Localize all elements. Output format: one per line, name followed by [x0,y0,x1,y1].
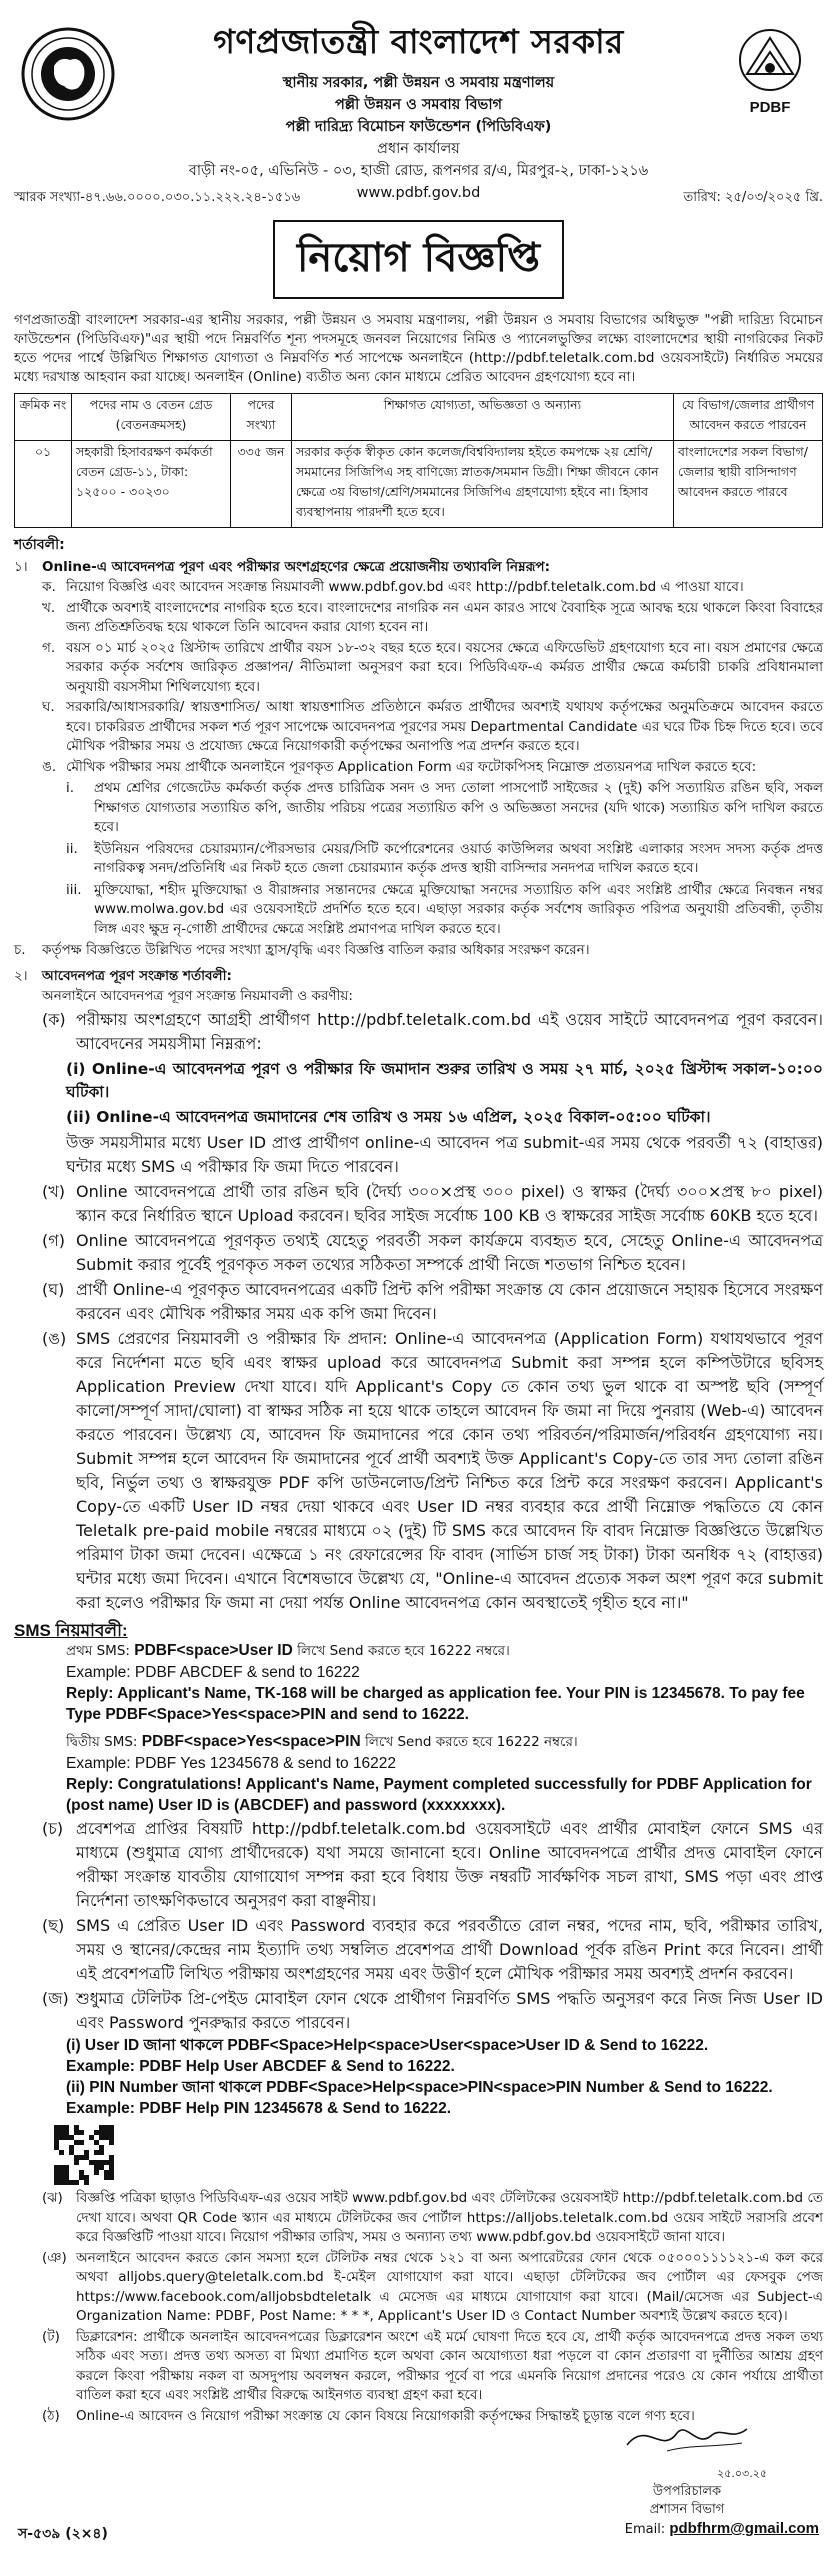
table-header: পদের সংখ্যা [231,394,292,441]
pdbf-logo-icon [725,24,815,120]
intro-paragraph: গণপ্রজাতন্ত্রী বাংলাদেশ সরকার-এর স্থানীয় সরকার, পল্লী উন্নয়ন ও সমবায় মন্ত্রণালয়, পল্লী উন্নয়ন ও সমবায় বিভাগের অধিভুক্ত "পল্লী দারিদ্র্য বিমোচন ফাউন্ডেশন (পিডিবিএফ)"এর স্থায়ী পদে নিম্নবর্ণিত শূন্য পদসমূহে জনবল নিয়োগের নিমিত্ত ও প্যানেলভুক্তির লক্ষ্যে বাংলাদেশের স্থায়ী নাগরিকের নিকট হতে পদের পার্শ্বে উল্লিখিত শিক্ষাগত যোগ্যতা ও নিম্নবর্ণিত শর্ত সাপেক্ষে অনলাইনে (http://pdbf.teletalk.com.bd ওয়েবসাইটে) নির্ধারিত সময়ের মধ্যে দরখাস্ত আহবান করা যাচ্ছে। অনলাইন (Online) ব্যতীত অন্য কোন মাধ্যমে প্রেরিত আবেদন গ্রহণযোগ্য হবে না। [14,312,823,385]
table-header-row [15,394,823,441]
sms-example: Example: PDBF Yes 12345678 & send to 16222 [66,1755,397,1772]
list-item: ii. ইউনিয়ন পরিষদের চেয়ারম্যান/পৌরসভার মেয়র/সিটি কর্পোরেশনের ওয়ার্ড কাউন্সিলর অথবা সংশ্লিষ্ট এলাকার সংসদ সদস্য কর্তৃক প্রদত্ত নাগরিকত্ব সনদ/প্রতিনিধি এর নিকট হতে জেলা চেয়ারম্যান কর্তৃক প্রদত্ত স্থায়ী বাসিন্দার সনদপত্র দাখিল করতে হবে। [66,840,823,876]
sms-title: SMS নিয়মাবলী: [14,1620,128,1640]
signatory-designation: উপপরিচালক [652,2484,722,2499]
table-cell-sl: ০১ [15,441,72,528]
footer-code: স-৫৩৯ (২×৪) [18,2526,108,2542]
table-cell-qualification: সরকার কর্তৃক স্বীকৃত কোন কলেজ/বিশ্ববিদ্যালয় হইতে কমপক্ষে ২য় শ্রেণি/সমমানের সিজিপিএ সহ বাণিজ্যে স্নাতক/সমমান ডিগ্রী। শিক্ষা জীবনে কোন ক্ষেত্রে ৩য় বিভাগ/শ্রেণি/সমমানের সিজিপিএ গ্রহণযোগ্য হইবে না। হিসাব ব্যবস্থাপনায় পারদর্শী হতে হবে। [292,441,674,528]
deadline-start: (i) Online-এ আবেদনপত্র পূরণ ও পরীক্ষার ফি জমাদান শুরুর তারিখ ও সময় ২৭ মার্চ, ২০২৫ খ্রিস্টাব্দ সকাল-১০:০০ ঘটিকা। [66,1059,823,1101]
office-name: প্রধান কার্যালয় [377,141,460,157]
division-name: পল্লী উন্নয়ন ও সমবায় বিভাগ [334,97,503,113]
sms-reply: Reply: Congratulations! Applicant's Name, Payment completed successfully for PDBF Application for (post name) User ID is (ABCDEF) and password (xxxxxxxx). [66,1776,812,1814]
conditions-title: শর্তাবলী: [14,537,65,553]
list-item: গ. বয়স ০১ মার্চ ২০২৫ খ্রিস্টাব্দ তারিখে প্রার্থীর বয়স ১৮-৩২ বছর হতে হবে। বয়সের ক্ষেত্রে এফিডেভিট গ্রহণযোগ্য হবে না। বয়স প্রমাণের ক্ষেত্রে সরকার কর্তৃক সর্বশেষ জারিকৃত প্রজ্ঞাপন/ নীতিমালা অনুসরণ করা হবে। পিডিবিএফ-এ কর্মরত প্রার্থীর ক্ষেত্রে কর্মচারী চাকরি প্রবিধানমালা অনুযায়ী বয়সসীমা শিথিলযোগ্য হবে। [42,639,823,695]
list-item: (ঙ) SMS প্রেরণের নিয়মাবলী ও পরীক্ষার ফি প্রদান: Online-এ আবেদনপত্র (Application Form) যথাযথভাবে পূরণ করে নির্দেশনা মতে ছবি এবং স্বাক্ষর upload করে আবেদনপত্র Submit করা সম্পন্ন হলে কম্পিউটারে ছবিসহ Application Preview দেখা যাবে। যদি Applicant's Copy তে কোন তথ্য ভুল থাকে বা অস্পষ্ট ছবি (সম্পূর্ণ কালো/সম্পূর্ণ সাদা/ঘোলা) বা স্বাক্ষর সঠিক না হয়ে থাকে তাহলে আবেদন ফি জমা না দিয়ে পুনরায় (Web-এ) আবেদন করতে পারবেন। উল্লেখ্য যে, আবেদন ফি জমাদানের পরে কোন তথ্য পরিবর্তন/পরিমার্জন/পরিবর্ধন গ্রহণযোগ্য নয়। Submit সম্পন্ন হলে আবেদন ফি জমাদানের পূর্বে প্রার্থী অবশ্যই উক্ত Applicant's Copy-তে তার সদ্য তোলা রঙিন ছবি, নির্ভুল তথ্য ও স্বাক্ষরযুক্ত PDF কপি ডাউনলোড/প্রিন্ট নিশ্চিত করে প্রিন্ট করে সংরক্ষণ করবেন। Applicant's Copy-তে একটি User ID নম্বর দেয়া থাকবে এবং User ID নম্বর ব্যবহার করে প্রার্থী নিম্নোক্ত পদ্ধতিতে যে কোন Teletalk pre-paid mobile নম্বরের মাধ্যমে ০২ (দুই) টি SMS করে আবেদন ফি বাবদ নিম্নোক্ত বিজ্ঞপ্তিতে উল্লেখিত পরিমাণ টাকা জমা দেবেন। এক্ষেত্রে ১ নং রেফারেন্সের ফি বাবদ (সার্ভিস চার্জ সহ টাকা) টাকা অনধিক ৭২ (বাহাত্তর) ঘন্টার মধ্যে জমা দিবেন। এখানে বিশেষভাবে উল্লেখ্য যে, "Online-এ আবেদন প্রত্যেক সকল অংশ পূরণ করে submit করা হলেও পরীক্ষার ফি জমা না দেয়া পর্যন্ত Online আবেদনপত্র কোন অবস্থাতেই গৃহীত হবে না।" [42,1328,823,1612]
table-header: শিক্ষাগত যোগ্যতা, অভিজ্ঞতা ও অন্যান্য [292,394,674,441]
table-cell-post: সহকারী হিসাবরক্ষণ কর্মকর্তা বেতন গ্রেড-১১, টাকা: ১২৫০০ - ৩০২৩০ [72,441,231,528]
list-item: ক. নিয়োগ বিজ্ঞপ্তি এবং আবেদন সংক্রান্ত নিয়মাবলী www.pdbf.gov.bd এবং http://pdbf.teletalk.com.bd এ পাওয়া যাবে। [42,579,744,595]
signature-icon [607,2415,767,2459]
list-item: (চ) প্রবেশপত্র প্রাপ্তির বিষয়টি http://pdbf.teletalk.com.bd ওয়েবসাইটে এবং প্রার্থীর মোবাইল ফোনে SMS এর মাধ্যমে (শুধুমাত্র যোগ্য প্রার্থীদেরকে) যথা সময়ে জানানো হবে। Online আবেদনপত্রে প্রার্থীর প্রদত্ত মোবাইল ফোনে পরীক্ষা সংক্রান্ত যাবতীয় যোগাযোগ সম্পন্ন করা হবে বিধায় উক্ত নম্বরটি সার্বক্ষণিক সচল রাখা, SMS পড়া এবং প্রাপ্ত নির্দেশনা তাৎক্ষণিকভাবে অনুসরণ করা বাঞ্ছনীয়। [42,1819,823,1910]
table-header: যে বিভাগ/জেলার প্রার্থীগণ আবেদন করতে পারবেন [674,394,823,441]
signature-date: ২৫.০৩.২৫ [717,2467,767,2480]
list-item: ২। আবেদনপত্র পূরণ সংক্রান্ত শর্তাবলী: [14,967,232,984]
memo-number: স্মারক সংখ্যা-৪৭.৬৬.০০০০.০৩০.১১.২২২.২৪-১৫১৬ [14,190,301,205]
table-header: পদের নাম ও বেতন গ্রেড (বেতনক্রমসহ) [72,394,231,441]
list-item: ১। Online-এ আবেদনপত্র পূরণ এবং পরীক্ষার অংশগ্রহণের ক্ষেত্রে প্রয়োজনীয় তথ্যাবলি নিম্নরূপ: [14,558,550,575]
list-item: (ঠ) Online-এ আবেদন ও নিয়োগ পরীক্ষা সংক্রান্ত যে কোন বিষয়ে নিয়োগকারী কর্তৃপক্ষের সিদ্ধান্তই চূড়ান্ত বলে গণ্য হবে। [42,2407,695,2424]
list-item: i. প্রথম শ্রেণির গেজেটেড কর্মকর্তা কর্তৃক প্রদত্ত চারিত্রিক সনদ ও সদ্য তোলা পাসপোর্ট সাইজের ২ (দুই) কপি সত্যায়িত রঙিন ছবি, সকল শিক্ষাগত যোগ্যতার সত্যায়িত কপি, জাতীয় পরিচয় পত্রের সত্যায়িত কপি ও অভিজ্ঞতা সনদের (যদি থাকে) সত্যায়িত কপি দাখিল করতে হবে। [66,780,823,835]
office-address: বাড়ী নং-০৫, এভিনিউ - ০৩, হাজী রোড, রূপনগর র/এ, মিরপুর-২, ঢাকা-১২১৬ [188,163,649,179]
memo-date: তারিখ: ২৫/০৩/২০২৫ খ্রি. [683,190,823,205]
list-item: খ. প্রার্থীকে অবশ্যই বাংলাদেশের নাগরিক হতে হবে। বাংলাদেশের নাগরিক নন এমন কারও সাথে বৈবাহিক সূত্রে আবদ্ধ হয়ে থাকলে কিংবা বিবাহের জন্য প্রতিশ্রুতিবদ্ধ হয়ে থাকলে তিনি আবেদন করার যোগ্য হবেন না। [42,599,823,635]
posts-table [14,393,823,528]
foundation-name: পল্লী দারিদ্র্য বিমোচন ফাউন্ডেশন (পিডিবিএফ) [285,119,552,135]
footer-email [625,2520,819,2537]
list-item: (ছ) SMS এ প্রেরিত User ID এবং Password ব্যবহার করে পরবর্তীতে রোল নম্বর, পদের নাম, ছবি, পরীক্ষার তারিখ, সময় ও স্থানের/কেন্দ্রের নাম ইত্যাদি তথ্য সম্বলিত প্রবেশপত্র প্রার্থী Download পূর্বক রঙিন Print করে নিবেন। প্রার্থী এই প্রবেশপত্রটি লিখিত পরীক্ষায় অংশগ্রহণের সময় এবং উত্তীর্ণ হলে মৌখিক পরীক্ষার সময় অবশ্যই প্রদর্শন করবেন। [42,1916,823,1983]
conditions-section [14,536,823,2426]
apply-lead: অনলাইনে আবেদনপত্র পূরণ সংক্রান্ত নিয়মাবলী ও করণীয়: [42,988,353,1004]
table-cell-count: ৩৩৫ জন [231,441,292,528]
notice-title-wrap [14,220,823,299]
table-cell-eligible: বাংলাদেশের সকল বিভাগ/জেলার স্থায়ী বাসিন্দাগণ আবেদন করতে পারবে [674,441,823,528]
email-link[interactable]: pdbfhrm@gmail.com [669,2520,819,2537]
table-header: ক্রমিক নং [15,394,72,441]
sms-block: প্রথম SMS: PDBF<space>User ID লিখে Send করতে হবে 16222 নম্বরে। Example: PDBF ABCDEF & send to 16222 Reply: Applicant's Name, TK-168 will be charged as application fee. Your PIN is 12345678. To pay fee Type PDBF<Space>Yes<space>PIN and send to 16222. দ্বিতীয় SMS: PDBF<space>Yes<space>PIN লিখে Send করতে হবে 16222 নম্বরে। Example: PDBF Yes 12345678 & send to 16222 Reply: Congratulations! Applicant's Name, Payment completed successfully for PDBF Application for (post name) User ID is (ABCDEF) and password (xxxxxxxx). [66,1640,823,1816]
list-item: (খ) Online আবেদনপত্রে প্রার্থী তার রঙিন ছবি (দৈর্ঘ্য ৩০০×প্রস্থ ৩০০ pixel) ও স্বাক্ষর (দৈর্ঘ্য ৩০০×প্রস্থ ৮০ pixel) স্ক্যান করে নির্ধারিত স্থানে Upload করবেন। ছবির সাইজ সর্বোচ্চ 100 KB ও স্বাক্ষরের সাইজ সর্বোচ্চ 60KB হতে হবে। [42,1181,823,1225]
ministry-name: স্থানীয় সরকার, পল্লী উন্নয়ন ও সমবায় মন্ত্রণালয় [282,75,555,91]
list-item: (ঝ) বিজ্ঞপ্তি পত্রিকা ছাড়াও পিডিবিএফ-এর ওয়েব সাইট www.pdbf.gov.bd এবং টেলিটকের ওয়েবসাইট http://pdbf.teletalk.com.bd তে দেখা যাবে। অথবা QR Code স্ক্যান এর মাধ্যমে টেলিটকের জব পোর্টাল https://alljobs.teletalk.com.bd ওয়েব সাইটে সরাসরি প্রবেশ করে বিজ্ঞপ্তিটি পাওয়া যাবে। নিয়োগ পরীক্ষার তারিখ, সময় ও অন্যান্য তথ্য www.pdbf.gov.bd ওয়েবসাইটে জানা যাবে। [42,2190,823,2245]
pdbf-logo-text: PDBF [749,99,791,116]
list-item: চ. কর্তৃপক্ষ বিজ্ঞপ্তিতে উল্লিখিত পদের সংখ্যা হ্রাস/বৃদ্ধি এবং বিজ্ঞপ্তি বাতিল করার অধিকার সংরক্ষণ করেন। [14,942,590,958]
pdbf-logo [725,24,815,120]
sms-reply: Reply: Applicant's Name, TK-168 will be charged as application fee. Your PIN is 12345678. To pay fee Type PDBF<Space>Yes<space>PIN and send to 16222. [66,1685,805,1723]
list-item: (ক) পরীক্ষায় অংশগ্রহণে আগ্রহী প্রার্থীগণ http://pdbf.teletalk.com.bd এই ওয়েব সাইটে আবেদনপত্র পূরণ করবেন। আবেদনের সময়সীমা নিম্নরূপ: [42,1009,823,1053]
list-item: iii. মুক্তিযোদ্ধা, শহীদ মুক্তিযোদ্ধা ও বীরাঙ্গনার সন্তানদের ক্ষেত্রে মুক্তিযোদ্ধা সনদের সত্যায়িত কপি এবং সংশ্লিষ্ট প্রার্থীর ক্ষেত্রে নিবন্ধন নম্বর www.molwa.gov.bd এর ওয়েবসাইটে প্রদর্শিত হতে হবে। এছাড়া সরকার কর্তৃক সর্বশেষ জারিকৃত পরিপত্র অনুযায়ী প্রতিবন্ধী, তৃতীয় লিঙ্গ এবং ক্ষুদ্র নৃ-গোষ্ঠী প্রার্থীদের ক্ষেত্রে সংশ্লিষ্ট প্রমাণপত্র দাখিল করতে হবে। [66,881,823,937]
website: www.pdbf.gov.bd [356,185,481,201]
signature-block [607,2415,767,2519]
list-item: ঙ. মৌখিক পরীক্ষার সময় প্রার্থীকে অনলাইনে পূরণকৃত Application Form এর ফটোকপিসহ নিম্নোক্ত প্রত্যয়নপত্র দাখিল করতে হবে: [42,758,757,775]
email-label: Email: [624,2522,666,2537]
government-seal-icon [20,26,116,122]
list-item: (ঞ) অনলাইনে আবেদন করতে কোন সমস্যা হলে টেলিটক নম্বর থেকে ১২১ বা অন্য অপারেটরের ফোন থেকে ০৫০০০১১১১২১-এ কল করে অথবা alljobs.query@teletalk.com.bd ই-মেইল যোগাযোগ করা যাবে। এছাড়া টেলিটকের জব পোর্টাল এর ফেসবুক পেজ https://www.facebook.com/alljobsbdteletalk এ মেসেজ এর মাধ্যমে যোগাযোগ করা যাবে। (Mail/মেসেজ এর Subject-এ Organization Name: PDBF, Post Name: * * *, Applicant's User ID ও Contact Number অবশ্যই উল্লেখ করতে হবে)। [42,2249,823,2324]
list-item: ঘ. সরকারি/আধাসরকারি/ স্বায়ত্তশাসিত/ আধা স্বায়ত্তশাসিত প্রতিষ্ঠানে কর্মরত প্রার্থীদের অবশ্যই যথাযথ কর্তৃপক্ষের অনুমতিক্রমে আবেদন করতে হবে। চাকরিরত প্রার্থীদের সকল শর্ত পূরণ সাপেক্ষে আবেদনপত্র পূরণের সময় Departmental Candidate এর ঘরে টিক চিহ্ন দিতে হবে। তবে মৌখিক পরীক্ষার সময় ও প্রযোজ্য ক্ষেত্রে নিয়োগকারী কর্তৃপক্ষের অনাপত্তি পত্র প্রদর্শন করতে হবে। [42,699,823,754]
list-item: (গ) Online আবেদনপত্রে পূরণকৃত তথ্যই যেহেতু পরবর্তী সকল কার্যক্রমে ব্যবহৃত হবে, সেহেতু Online-এ আবেদনপত্র Submit করার পূর্বেই পূরণকৃত সকল তথ্যের সঠিকতা সম্পর্কে প্রার্থী নিজে শতভাগ নিশ্চিত হবেন। [42,1230,823,1274]
sms-example: Example: PDBF ABCDEF & send to 16222 [66,1664,360,1681]
header [14,16,823,212]
deadline-end: (ii) Online-এ আবেদনপত্র জমাদানের শেষ তারিখ ও সময় ১৬ এপ্রিল, ২০২৫ বিকাল-০৫:০০ ঘটিকা। [66,1107,711,1126]
list-item: (জ) শুধুমাত্র টেলিটক প্রি-পেইড মোবাইল ফোন থেকে প্রার্থীগণ নিম্নবর্ণিত SMS পদ্ধতি অনুসরণ করে নিজ নিজ User ID এবং Password পুনরুদ্ধার করতে পারবেন। [42,1989,823,2032]
signatory-department: প্রশাসন বিভাগ [649,2502,725,2517]
list-item: (ঘ) প্রার্থী Online-এ পূরণকৃত আবেদনপত্রের একটি প্রিন্ট কপি পরীক্ষা সংক্রান্ত যে কোন প্রয়োজনে সহায়ক হিসেবে সংরক্ষণ করবেন এবং মৌখিক পরীক্ষার সময় এক কপি জমা দিবেন। [42,1279,823,1323]
table-row [15,441,823,528]
deadline-note: উক্ত সময়সীমার মধ্যে User ID প্রাপ্ত প্রার্থীগণ online-এ আবেদন পত্র submit-এর সময় থেকে পরবর্তী ৭২ (বাহাত্তর) ঘন্টার মধ্যে SMS এ পরীক্ষার ফি জমা দিতে পারবেন। [66,1132,823,1176]
notice-title: নিয়োগ বিজ্ঞপ্তি [273,220,564,299]
list-item: (ট) ডিক্লারেশন: প্রার্থীকে অনলাইন আবেদনপত্রের ডিক্লারেশন অংশে এই মর্মে ঘোষণা দিতে হবে যে, প্রার্থী কর্তৃক আবেদনপত্রে প্রদত্ত সকল তথ্য সঠিক এবং সত্য। প্রদত্ত তথ্য অসত্য বা মিথ্যা প্রমাণিত হলে অথবা কোন অযোগ্যতা ধরা পড়লে বা কোন প্রতারণা বা দুর্নীতির আশ্রয় গ্রহণ করলে কিংবা পরীক্ষায় নকল বা অসদুপায় অবলম্বন করলে, পরীক্ষার পূর্বে বা পরে এমনকি নিয়োগ প্রদানের পরেও যে কোন পর্যায়ে প্রার্থীতা বাতিল করা হবে এবং সংশ্লিষ্ট প্রার্থীর বিরুদ্ধে আইনগত ব্যবস্থা গ্রহণ করা হবে। [42,2328,823,2403]
government-title: গণপ্রজাতন্ত্রী বাংলাদেশ সরকার [213,22,624,61]
qr-code-icon[interactable] [54,2125,114,2185]
recover-block: (i) User ID জানা থাকলে PDBF<Space>Help<space>User<space>User ID & Send to 16222. Example: PDBF Help User ABCDEF & Send to 16222. (ii) PIN Number জানা থাকলে PDBF<Space>Help<space>PIN<space>PIN Number & Send to 16222. Example: PDBF Help PIN 12345678 & Send to 16222. [66,2037,773,2117]
